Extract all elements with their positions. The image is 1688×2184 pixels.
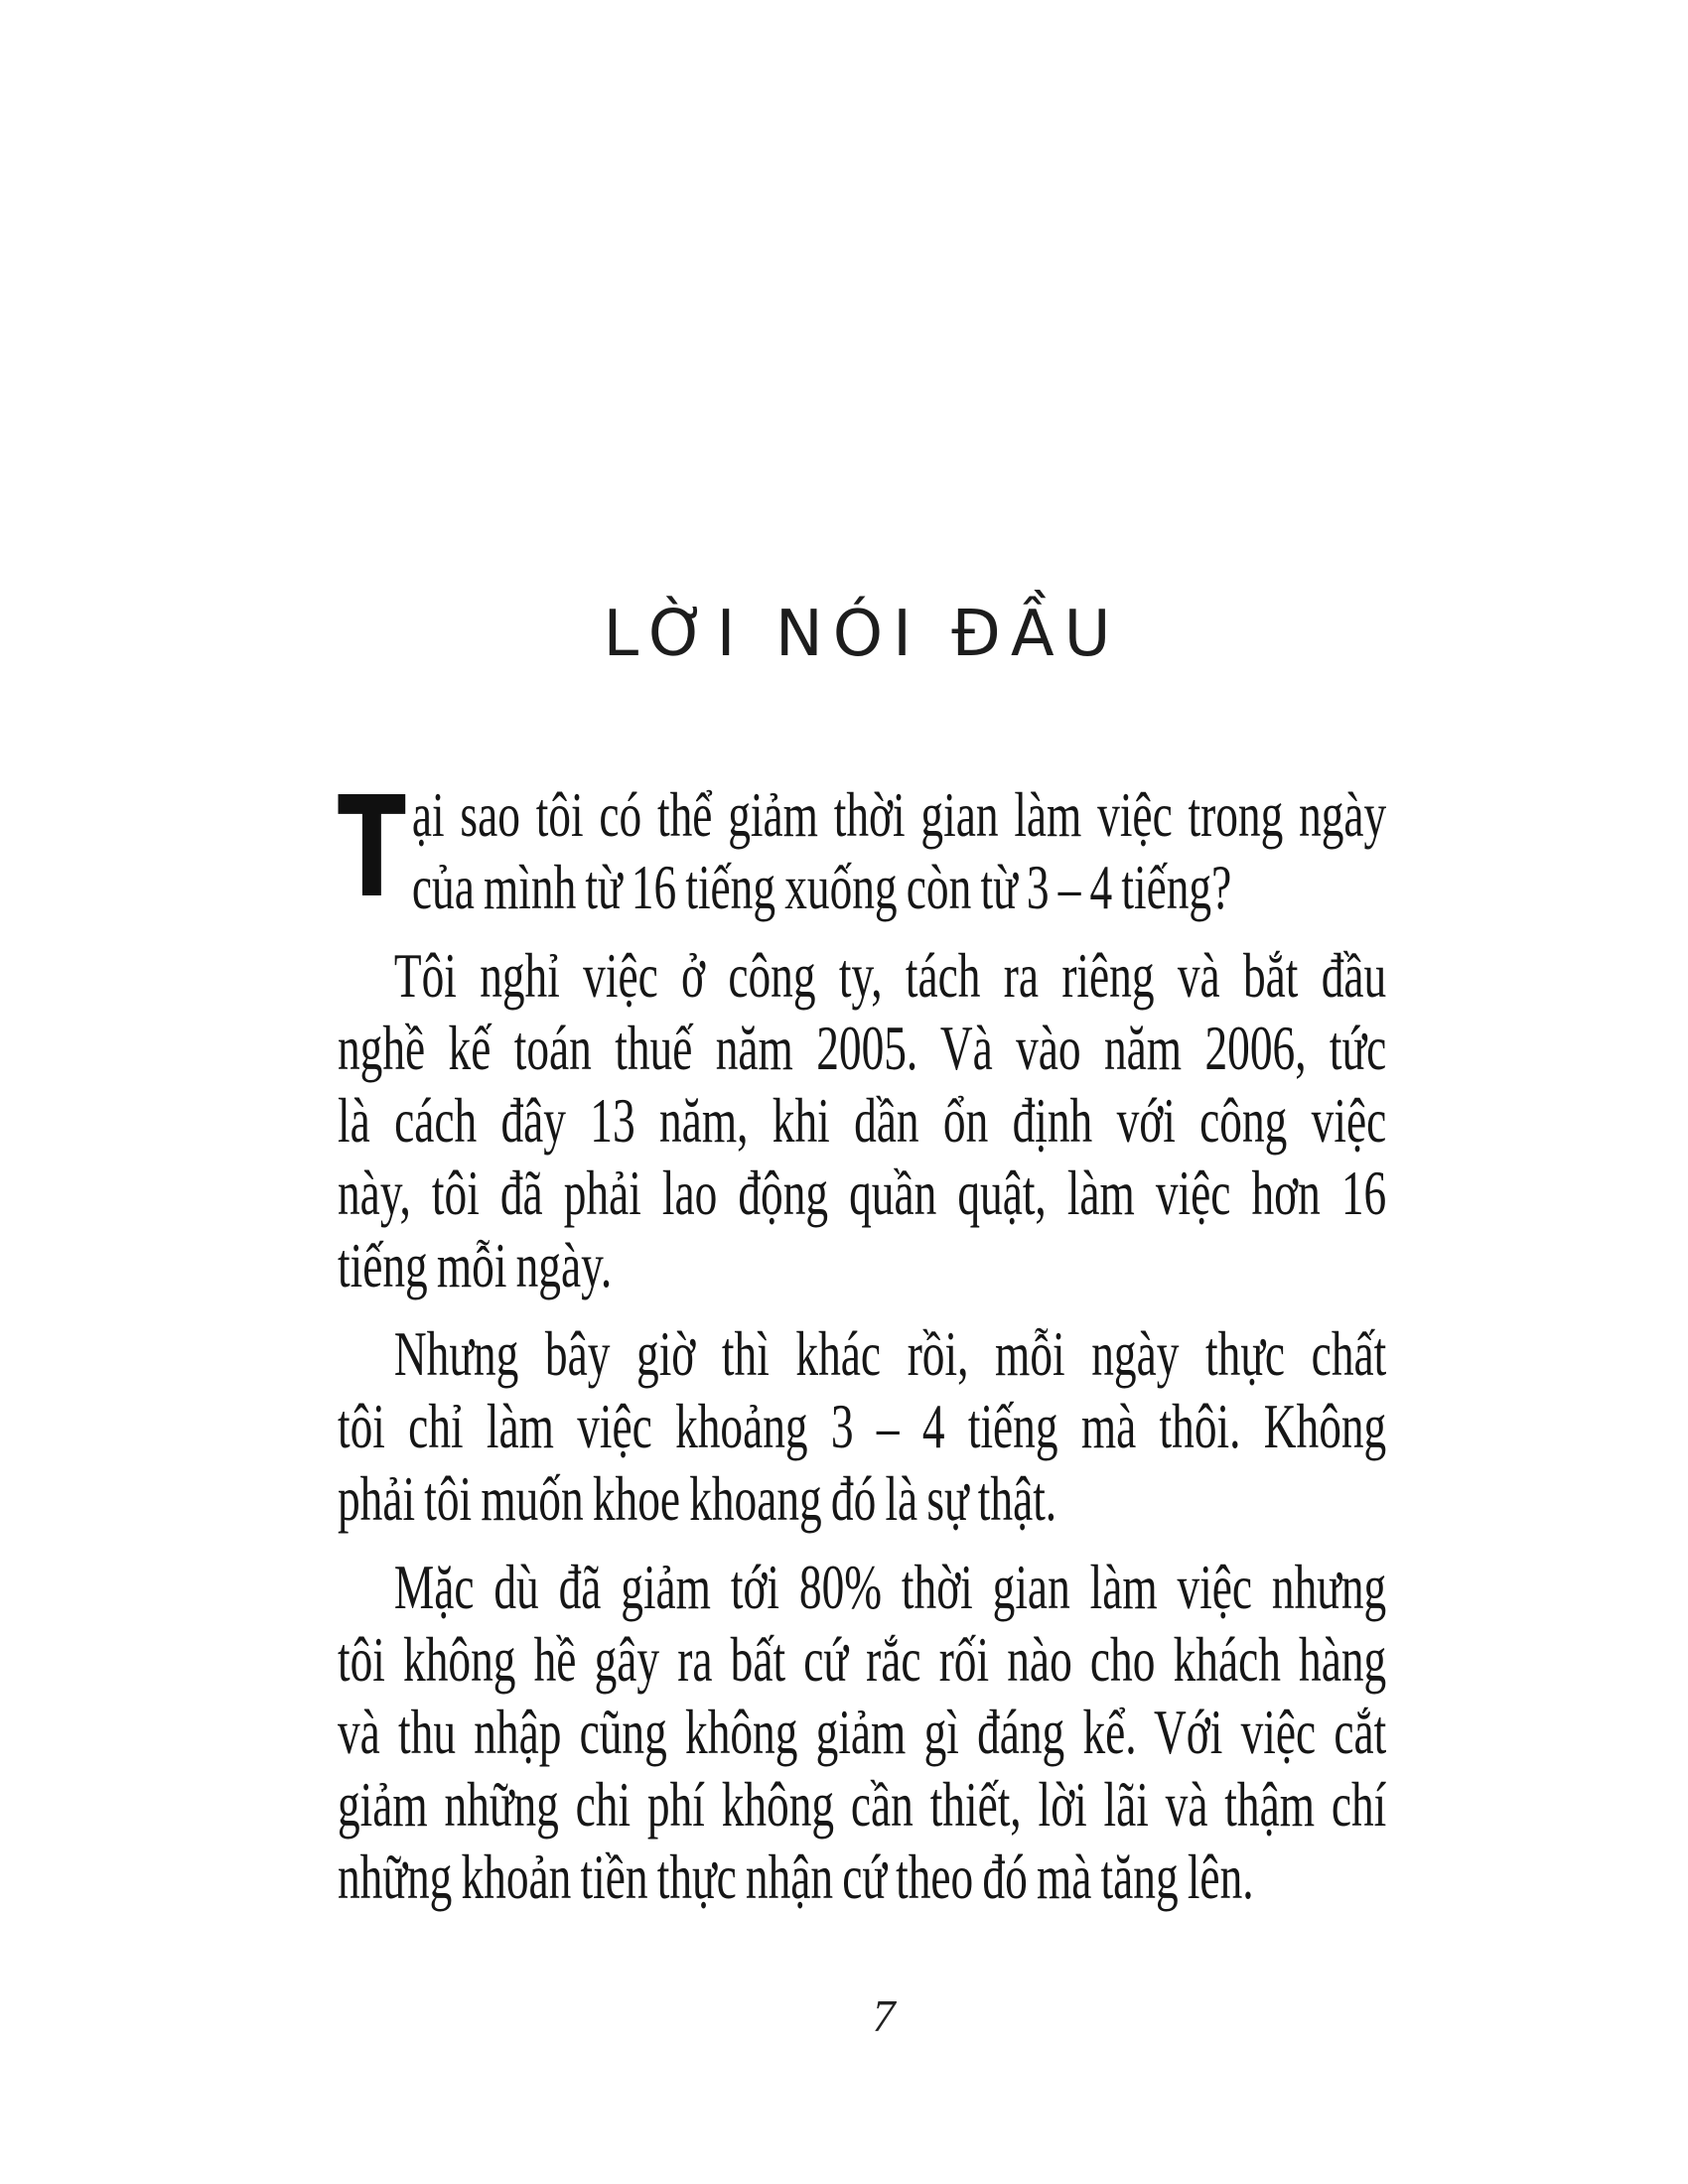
text-line: và thu nhập cũng không giảm gì đáng kể. Với việc cắt — [338, 1698, 1387, 1767]
text-line: Mặc dù đã giảm tới 80% thời gian làm việc nhưng — [393, 1553, 1387, 1622]
body-text — [338, 767, 1387, 1914]
paragraph — [338, 1552, 1386, 1914]
text-line: này, tôi đã phải lao động quần quật, làm việc hơn 16 — [338, 1159, 1387, 1228]
text-line: ại sao tôi có thể giảm thời gian làm việc trong ngày — [411, 780, 1387, 850]
text-line: những khoản tiền thực nhận cứ theo đó mà tăng lên. — [338, 1843, 1254, 1912]
page-number: 7 — [872, 1990, 896, 2041]
paragraph — [338, 767, 1387, 929]
text-line: tiếng mỗi ngày. — [338, 1231, 613, 1300]
text-line: Tôi nghỉ việc ở công ty, tách ra riêng và bắt đầu — [393, 941, 1387, 1011]
text-line: phải tôi muốn khoe khoang đó là sự thật. — [338, 1464, 1057, 1534]
chapter-title: LỜI NÓI ĐẦU — [603, 597, 1121, 671]
text-line: là cách đây 13 năm, khi dần ổn định với công việc — [338, 1086, 1387, 1156]
text-line: tôi không hề gây ra bất cứ rắc rối nào cho khách hàng — [338, 1625, 1387, 1695]
text-line: Nhưng bây giờ thì khác rồi, mỗi ngày thực chất — [393, 1319, 1387, 1389]
paragraph — [338, 940, 1386, 1302]
text-line: của mình từ 16 tiếng xuống còn từ 3 – 4 tiếng? — [411, 853, 1232, 922]
text-line: nghề kế toán thuế năm 2005. Và vào năm 2006, tức — [338, 1014, 1387, 1083]
text-line: giảm những chi phí không cần thiết, lời lãi và thậm chí — [338, 1770, 1387, 1840]
drop-cap: T — [338, 767, 406, 929]
paragraph — [338, 1318, 1386, 1536]
text-line: tôi chỉ làm việc khoảng 3 – 4 tiếng mà thôi. Không — [338, 1392, 1387, 1461]
